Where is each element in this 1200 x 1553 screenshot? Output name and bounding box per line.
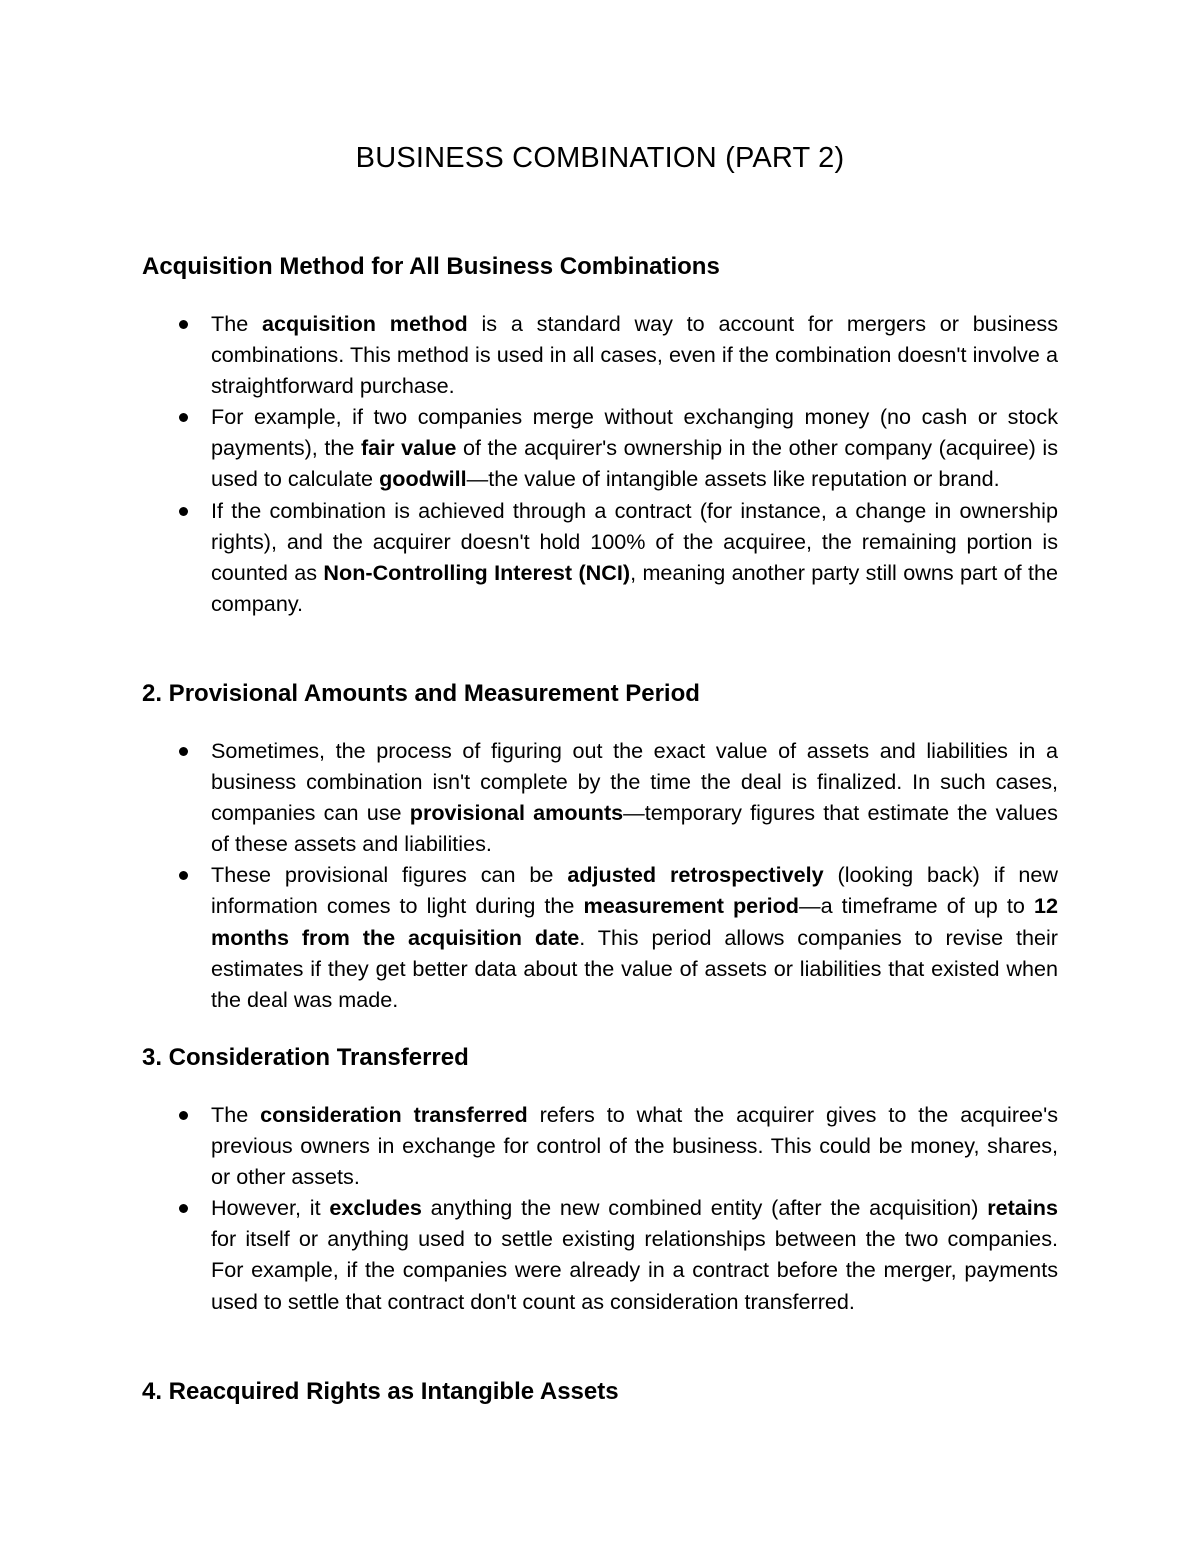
- bullet-item: These provisional figures can be adjusted retrospectively (looking back) if new information comes to light during the measurement period—a timeframe of up to 12 months from the acquisition date. This period allows companies to revise their estimates if they get better data about the value of assets or liabilities that existed when the deal was made.: [142, 859, 1058, 1014]
- bullet-icon: [179, 1111, 188, 1120]
- bullet-item: For example, if two companies merge without exchanging money (no cash or stock payments), the fair value of the acquirer's ownership in the other company (acquiree) is used to calculate goodwill—the value of intangible assets like reputation or brand.: [142, 401, 1058, 494]
- bullet-item: Sometimes, the process of figuring out the exact value of assets and liabilities in a business combination isn't complete by the time the deal is finalized. In such cases, companies can use provisional amounts—temporary figures that estimate the values of these assets and liabilities.: [142, 735, 1058, 859]
- bullet-icon: [179, 320, 188, 329]
- bullet-item: If the combination is achieved through a contract (for instance, a change in ownership rights), and the acquirer doesn't hold 100% of the acquiree, the remaining portion is counted as Non-Controlling Interest (NCI), meaning another party still owns part of the company.: [142, 495, 1058, 619]
- section-acquisition-method: [142, 252, 1058, 619]
- bullet-list: [142, 308, 1058, 619]
- section-heading: 4. Reacquired Rights as Intangible Assets: [142, 1378, 619, 1405]
- document-title: BUSINESS COMBINATION (PART 2): [355, 142, 845, 174]
- section-consideration-transferred: [142, 1043, 1058, 1317]
- bullet-icon: [179, 871, 188, 880]
- bullet-item: The consideration transferred refers to what the acquirer gives to the acquiree's previous owners in exchange for control of the business. This could be money, shares, or other assets.: [142, 1099, 1058, 1192]
- bullet-icon: [179, 1204, 188, 1213]
- bullet-icon: [179, 747, 188, 756]
- bullet-item: However, it excludes anything the new combined entity (after the acquisition) retains for itself or anything used to settle existing relationships between the two companies. For example, if the companies were already in a contract before the merger, payments used to settle that contract don't count as consideration transferred.: [142, 1192, 1058, 1316]
- bullet-icon: [179, 507, 188, 516]
- section-heading: Acquisition Method for All Business Combinations: [142, 253, 720, 280]
- bullet-list: [142, 1099, 1058, 1317]
- section-reacquired-rights: [142, 1377, 1058, 1407]
- bullet-icon: [179, 413, 188, 422]
- bullet-list: [142, 735, 1058, 1015]
- section-heading: 2. Provisional Amounts and Measurement Period: [142, 680, 700, 707]
- bullet-item: The acquisition method is a standard way to account for mergers or business combinations. This method is used in all cases, even if the combination doesn't involve a straightforward purchase.: [142, 308, 1058, 401]
- section-heading: 3. Consideration Transferred: [142, 1044, 469, 1071]
- section-provisional-amounts: [142, 679, 1058, 1015]
